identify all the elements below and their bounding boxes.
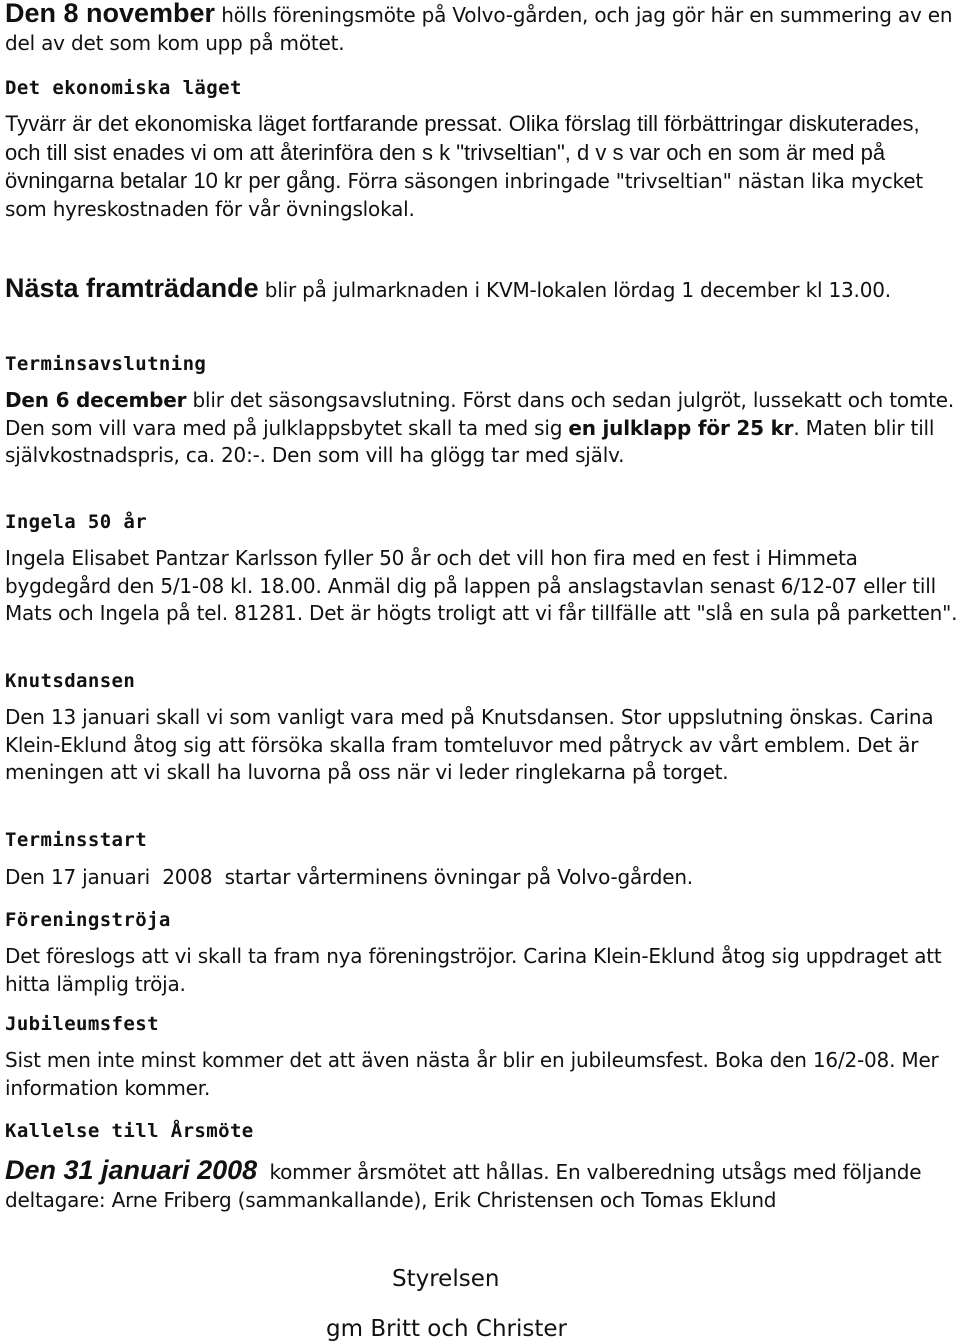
ekonomi-text: Förra säsongen inbringade "trivseltian" nästan lika mycket som hyreskostnaden för vår övningslokal.: [5, 169, 923, 221]
terminsavslutning-paragraph: [5, 387, 960, 470]
terminsavslutning-lead: Den 6 december: [5, 388, 187, 412]
heading-terminsavslutning: Terminsavslutning: [5, 353, 207, 375]
intro-text: hölls föreningsmöte på Volvo-gården, och jag gör här en summering av en del av det som kom upp på mötet.: [5, 3, 953, 55]
nasta-lead: Nästa framträdande: [5, 273, 259, 303]
intro-paragraph: [5, 0, 960, 57]
ekonomi-text-arial: Tyvärr är det ekonomiska läget fortfarande pressat. Olika förslag till förbättringar diskuterades, och till sist enades vi om att återinföra den s k "trivseltian", d v s var och en som är med på övningarna betalar 10 kr per gång.: [5, 111, 920, 193]
heading-terminsstart: Terminsstart: [5, 829, 148, 851]
heading-jubileumsfest: Jubileumsfest: [5, 1013, 159, 1035]
jubileumsfest-paragraph: Sist men inte minst kommer det att även nästa år blir en jubileumsfest. Boka den 16/2-08. Mer information kommer.: [5, 1048, 939, 1100]
knutsdansen-paragraph: Den 13 januari skall vi som vanligt vara med på Knutsdansen. Stor uppslutning önskas. Carina Klein-Eklund åtog sig att försöka skalla fram tomteluvor med påtryck av vårt emblem. Det är meningen att vi skall ha luvorna på oss när vi leder ringlekarna på torget.: [5, 705, 934, 784]
heading-kallelse: Kallelse till Årsmöte: [5, 1120, 254, 1142]
heading-ingela: Ingela 50 år: [5, 511, 148, 533]
heading-knutsdansen: Knutsdansen: [5, 670, 136, 692]
kallelse-lead: Den 31 januari 2008: [5, 1155, 258, 1185]
foreningstroja-paragraph: Det föreslogs att vi skall ta fram nya föreningströjor. Carina Klein-Eklund åtog sig uppdraget att hitta lämplig tröja.: [5, 944, 942, 996]
nasta-text: blir på julmarknaden i KVM-lokalen lördag 1 december kl 13.00.: [258, 278, 891, 302]
nasta-paragraph: [5, 275, 891, 305]
terminsavslutning-text2: . Maten blir till självkostnadspris, ca. 20:-. Den som vill ha glögg tar med själv.: [5, 415, 935, 467]
kallelse-paragraph: [5, 1157, 960, 1214]
ingela-paragraph: Ingela Elisabet Pantzar Karlsson fyller 50 år och det vill hon fira med en fest i Himmeta bygdegård den 5/1-08 kl. 18.00. Anmäl dig på lappen på anslagstavlan senast 6/12-07 eller till Mats och Ingela på tel. 81281. Det är högts troligt att vi får tillfälle att "slå en sula på parketten".: [5, 546, 958, 625]
signature-line-2: gm Britt och Christer: [326, 1316, 567, 1342]
signature-line-1: Styrelsen: [392, 1266, 500, 1292]
terminsstart-paragraph: Den 17 januari 2008 startar vårterminens övningar på Volvo-gården.: [5, 865, 693, 889]
ekonomi-paragraph: [5, 110, 960, 223]
terminsavslutning-bold: en julklapp för 25 kr: [568, 415, 794, 440]
kallelse-text: kommer årsmötet att hållas. En valberedning utsågs med följande deltagare: Arne Friberg (sammankallande), Erik Christensen och Tomas Eklund: [5, 1160, 928, 1212]
heading-foreningstroja: Föreningströja: [5, 909, 171, 931]
intro-lead: Den 8 november: [5, 0, 216, 28]
terminsavslutning-text1: blir det säsongsavslutning. Först dans och sedan julgröt, lussekatt och tomte. Den som vill vara med på julklappsbytet skall ta med sig: [5, 388, 955, 440]
heading-ekonomi: Det ekonomiska läget: [5, 77, 242, 99]
